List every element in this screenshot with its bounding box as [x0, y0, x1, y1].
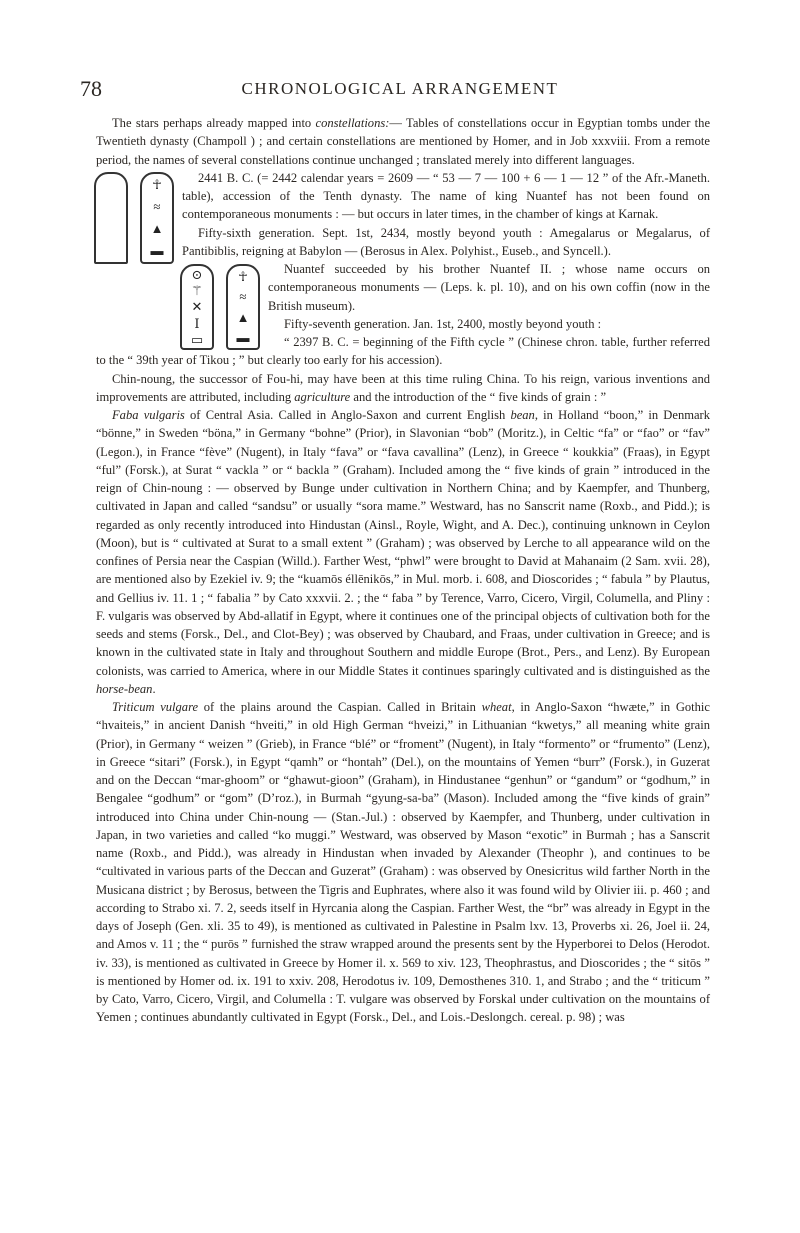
running-head: CHRONOLOGICAL ARRANGEMENT: [241, 79, 559, 98]
cartouche-empty: [94, 172, 128, 264]
paragraph-triticum-vulgare: Triticum vulgare of the plains around the Caspian. Called in Britain wheat, in Anglo-Saxon “hwæte,” in Gothic “hvaiteis,” in ancient Danish “hveiti,” in old High German “hveizi,” in Lithuanian “kwetys,” all meaning white grain (Prior), in Germany “ weizen ” (Grieb), in France “blé” or “froment” (Nugent), in Italy “formento” or “frumento” (Lenz), in Greece “sitari” (Forsk.), in Egypt “qamh” or “hontah” (Del.), on the mountains of Yemen “burr” (Forsk.), in Guzerat and on the Deccan “mar-ghoom” or “ghawut-gioon” (Graham), in Hindustanee “genhun” or “gandum” or “godhum,” in Bengalee “godhum” or “gom” (D’roz.), in Burmah “gyung-sa-ba” (Mason). Included among the “five kinds of grain” introduced into China under Chin-noung — (Stan.-Jul.) : observed by Kaempfer, and Thunberg, under cultivation in Japan, in two varieties and called “ko muggi.” Westward, was observed by Mason “exotic” in Burmah ; has a Sanscrit name (Roxb., and Pidd.), was already in Hindustan when invaded by Alexander (Theophr ), and continues to be “cultivated in various parts of the Deccan and Guzerat” (Graham) : was observed by Onesicritus wild farther North in the Musicana district ; by Berosus, between the Tigris and Euphrates, where also it was found wild by Olivier iii. p. 460 ; and according to Strabo xi. 7. 2, seeds itself in Hyrcania along the Caspian. Farther West, the “br” was already in Egypt in the days of Joseph (Gen. xli. 35 to 49), is mentioned as cultivated in Palestine in Psalm lxv. 13, Proverbs xi. 26, Joel ii. 24, and Amos v. 11 ; the “ purōs ” furnished the straw wrapped around the presents sent by the Hyperborei to Delos (Herodot. iv. 33), is mentioned as cultivated in Greece by Homer il. x. 569 to xiv. 123, Theophrastus, and Dioscorides ; the “ sitōs ” is mentioned by Homer od. ix. 191 to xxiv. 208, Herodotus iv. 109, Demosthenes 310. 1, and Strabo ; and the “ triticum ” by Cato, Varro, Cicero, Virgil, and Columella : T. vulgare was observed by Forskal under cultivation on the mountains of Yemen ; continues abundantly cultivated in Egypt (Forsk., Del., and Lois.-Deslongch. cereal. p. 98) ; was: [96, 700, 710, 1025]
paragraph-fifty-seventh-generation: Fifty-seventh generation. Jan. 1st, 2400, mostly beyond youth :: [284, 316, 602, 331]
cartouche-group-nuantef: [94, 172, 174, 264]
cartouche-prenomen: ⊙ ⚚ ✕ Ⅰ ▭: [180, 264, 214, 350]
page-number: 78: [80, 76, 102, 101]
cartouche-group-nuantef-ii: [180, 264, 260, 350]
paragraph-faba-vulgaris: Faba vulgaris of Central Asia. Called in Anglo-Saxon and current English bean, in Holland “boon,” in Denmark “bönne,” in Sweden “böna,” in Germany “bohne” (Prior), in Slavonian “bob” (Moritz.), in Celtic “fa” or “fao” or “fav” (Legon.), in France “fève” (Nugent), in Italy “fava” or “fava cavallina” (Lenz), in Greece “ koukkia” (Fraas), in Egypt “ful” (Forsk.), at Surat “ vackla ” or “ backla ” (Graham). Included among the “ five kinds of grain ” introduced in the reign of Chin-noung : — observed by Bunge under cultivation in Northern China; and by Kaempfer, and Thunberg, cultivated in Japan and called “sandsu” or usually “sora mame.” Westward, has no Sanscrit name (Roxb., and Pidd.); is regarded as only recently introduced into Hindustan (Ainsl., Royle, Wight, and A. Dec.), continuing unknown in Ceylon (Moon), but is “ cultivated at Surat to a small extent ” (Graham) ; was observed by Lerche to all appearance wild on the confines of Persia near the Caspian (Willd.). Farther West, “phwl” were brought to David at Mahanaim (2 Sam. xvii. 28), are mentioned also by Ezekiel iv. 9; the “kuamōs éllēnikōs,” in Mul. morb. i. 608, and Dioscorides ; “ fabula ” by Plautus, and Gellius iv. 11. 1 ; “ fabalia ” by Cato xxxvii. 2. ; the “ faba ” by Terence, Varro, Cicero, Virgil, Columella, and Pliny : F. vulgaris was observed by Abd-allatif in Egypt, where it continues one of the principal objects of cultivation both for the seeds and stems (Forsk., Del., and Clot-Bey) ; was observed by Chaubard, and Fraas, under cultivation in Greece; and is known in the cultivated state in Italy and throughout Southern and middle Europe (Brot., Pers., and Lenz). By European colonists, was carried to America, where in our Middle States it continues sparingly cultivated and is distinguished as the horse-bean.: [96, 408, 710, 696]
paragraph-constellations: The stars perhaps already mapped into constellations:— Tables of constellations occur in Egyptian tombs under the Twentieth dynasty (Champoll ) ; and certain constellations are mentioned by Homer, and in Job xxxviii. From a remote period, the names of several constellations continue unchanged ; translated merely into different languages.: [96, 116, 711, 167]
cartouche-nuantef: ☥ ≈ ▲ ▬: [140, 172, 174, 264]
paragraph-fifty-sixth-generation: Fifty-sixth generation. Sept. 1st, 2434, mostly beyond youth : Amegalarus or Megalarus, of Pantibiblis, reigning at Babylon — (Berosus in Alex. Polyhist., Euseb., and Syncell.).: [182, 225, 710, 258]
paragraph-tenth-dynasty: 2441 B. C. (= 2442 calendar years = 2609 — “ 53 — 7 — 100 + 6 — 1 — 12 ” of the Afr.-Maneth. table), accession of the Tenth dynasty. The name of king Nuantef has not been found on contemporaneous monuments : — but occurs in later times, in the chamber of kings at Karnak.: [182, 170, 710, 222]
page-body: [96, 114, 710, 1027]
paragraph-fifth-cycle: “ 2397 B. C. = beginning of the Fifth cycle ” (Chinese chron. table, further referred to the “ 39th year of Tikou ; ” but clearly too early for his accession).: [96, 335, 710, 368]
paragraph-chin-noung: Chin-noung, the successor of Fou-hi, may have been at this time ruling China. To his reign, various inventions and improvements are attributed, including agriculture and the introduction of the “ five kinds of grain : ”: [96, 371, 710, 404]
paragraph-nuantef-ii: Nuantef succeeded by his brother Nuantef II. ; whose name occurs on contemporaneous monuments — (Leps. k. pl. 10), and on his own coffin (now in the British museum).: [268, 262, 710, 313]
cartouche-nomen: ☥ ≈ ▲ ▬: [226, 264, 260, 350]
